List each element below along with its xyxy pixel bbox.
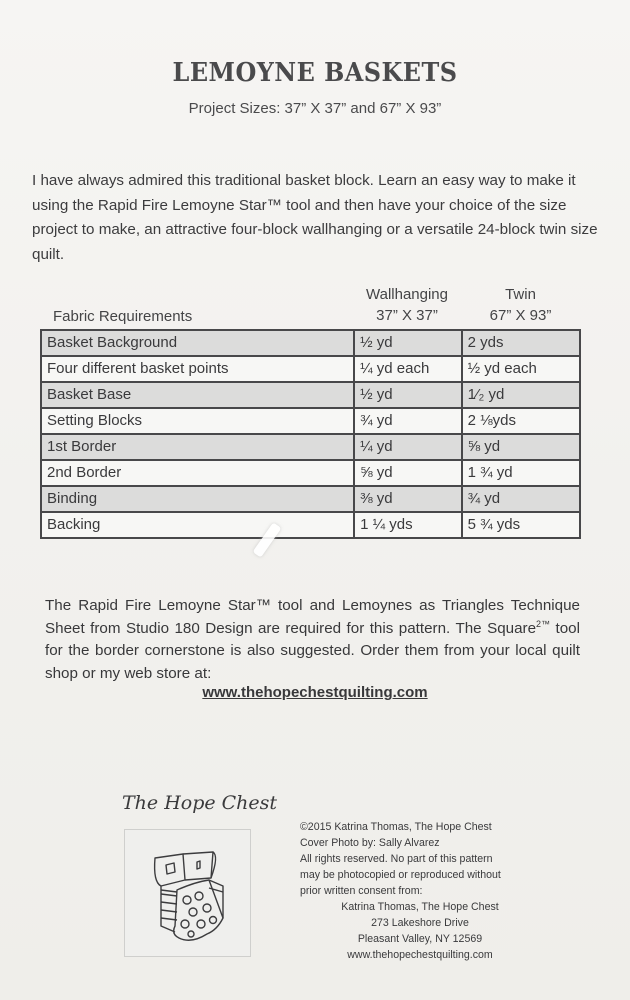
copyright-line: All rights reserved. No part of this pattern xyxy=(300,853,493,865)
fabric-item: Backing xyxy=(41,512,354,538)
hope-chest-logo xyxy=(124,829,251,957)
footer-web-link[interactable]: www.thehopechestquilting.com xyxy=(347,949,493,961)
contact-address xyxy=(300,899,540,963)
column-name: Wallhanging xyxy=(366,286,448,303)
table-row xyxy=(41,356,580,382)
page-title: LEMOYNE BASKETS xyxy=(172,58,458,88)
column-name: Twin xyxy=(505,286,536,303)
fabric-item: Four different basket points xyxy=(41,356,354,382)
twin-amount: 5 ¾ yds xyxy=(462,512,580,538)
twin-amount: ½ yd each xyxy=(462,356,580,382)
fabric-requirements-table xyxy=(40,329,581,539)
copyright-block xyxy=(300,819,560,899)
column-size: 67” X 93” xyxy=(489,307,552,324)
fabric-item: Setting Blocks xyxy=(41,408,354,434)
copyright-line: ©2015 Katrina Thomas, The Hope Chest xyxy=(300,821,492,833)
table-row xyxy=(41,330,580,356)
web-store-link[interactable]: www.thehopechestquilting.com xyxy=(202,684,428,701)
table-row xyxy=(41,382,580,408)
address-line: Katrina Thomas, The Hope Chest xyxy=(341,901,499,913)
fabric-item: Basket Background xyxy=(41,330,354,356)
column-header-wallhanging xyxy=(353,284,461,326)
address-line: 273 Lakeshore Drive xyxy=(371,917,469,929)
twin-amount: ¾ yd xyxy=(462,486,580,512)
twin-amount: ⅝ yd xyxy=(462,434,580,460)
intro-paragraph: I have always admired this traditional basket block. Learn an easy way to make it using the Rapid Fire Lemoyne Star™ tool and then have your choice of the size project to make, an attractive four-block wallhanging or a versatile 24-block twin size quilt. xyxy=(32,172,598,263)
address-line: Pleasant Valley, NY 12569 xyxy=(357,933,483,945)
copyright-line: prior written consent from: xyxy=(300,885,423,897)
hope-chest-icon xyxy=(125,830,250,956)
project-sizes: Project Sizes: 37” X 37” and 67” X 93” xyxy=(188,100,442,117)
fabric-item: Basket Base xyxy=(41,382,354,408)
copyright-line: may be photocopied or reproduced without xyxy=(300,869,501,881)
copyright-line: Cover Photo by: Sally Alvarez xyxy=(300,837,440,849)
fabric-item: 2nd Border xyxy=(41,460,354,486)
wallhanging-amount: ½ yd xyxy=(354,330,462,356)
twin-amount: 1⁄₂ yd xyxy=(462,382,580,408)
table-row xyxy=(41,512,580,538)
wallhanging-amount: ¼ yd each xyxy=(354,356,462,382)
wallhanging-amount: 1 ¼ yds xyxy=(354,512,462,538)
note-text: tool for the border cornerstone is also suggested. Order them from your local quilt shop or my web store at: xyxy=(45,619,580,682)
brand-name: The Hope Chest xyxy=(122,792,278,814)
wallhanging-amount: ⅜ yd xyxy=(354,486,462,512)
table-row xyxy=(41,434,580,460)
twin-amount: 2 yds xyxy=(462,330,580,356)
fabric-item: Binding xyxy=(41,486,354,512)
table-row xyxy=(41,486,580,512)
note-text: The Rapid Fire Lemoyne Star™ tool and Lemoynes as Triangles Technique Sheet from Studio 180 Design are required for this pattern. The Square xyxy=(45,597,580,637)
column-size: 37” X 37” xyxy=(376,307,438,324)
wallhanging-amount: ½ yd xyxy=(354,382,462,408)
superscript-mark: 2™ xyxy=(536,618,551,629)
table-row xyxy=(41,460,580,486)
twin-amount: 2 ⅛yds xyxy=(462,408,580,434)
wallhanging-amount: ⅝ yd xyxy=(354,460,462,486)
wallhanging-amount: ¾ yd xyxy=(354,408,462,434)
fabric-item: 1st Border xyxy=(41,434,354,460)
column-header-twin xyxy=(461,284,580,326)
fabric-requirements-label: Fabric Requirements xyxy=(53,308,193,325)
tool-requirements-note xyxy=(45,595,580,685)
table-row xyxy=(41,408,580,434)
twin-amount: 1 ¾ yd xyxy=(462,460,580,486)
wallhanging-amount: ¼ yd xyxy=(354,434,462,460)
